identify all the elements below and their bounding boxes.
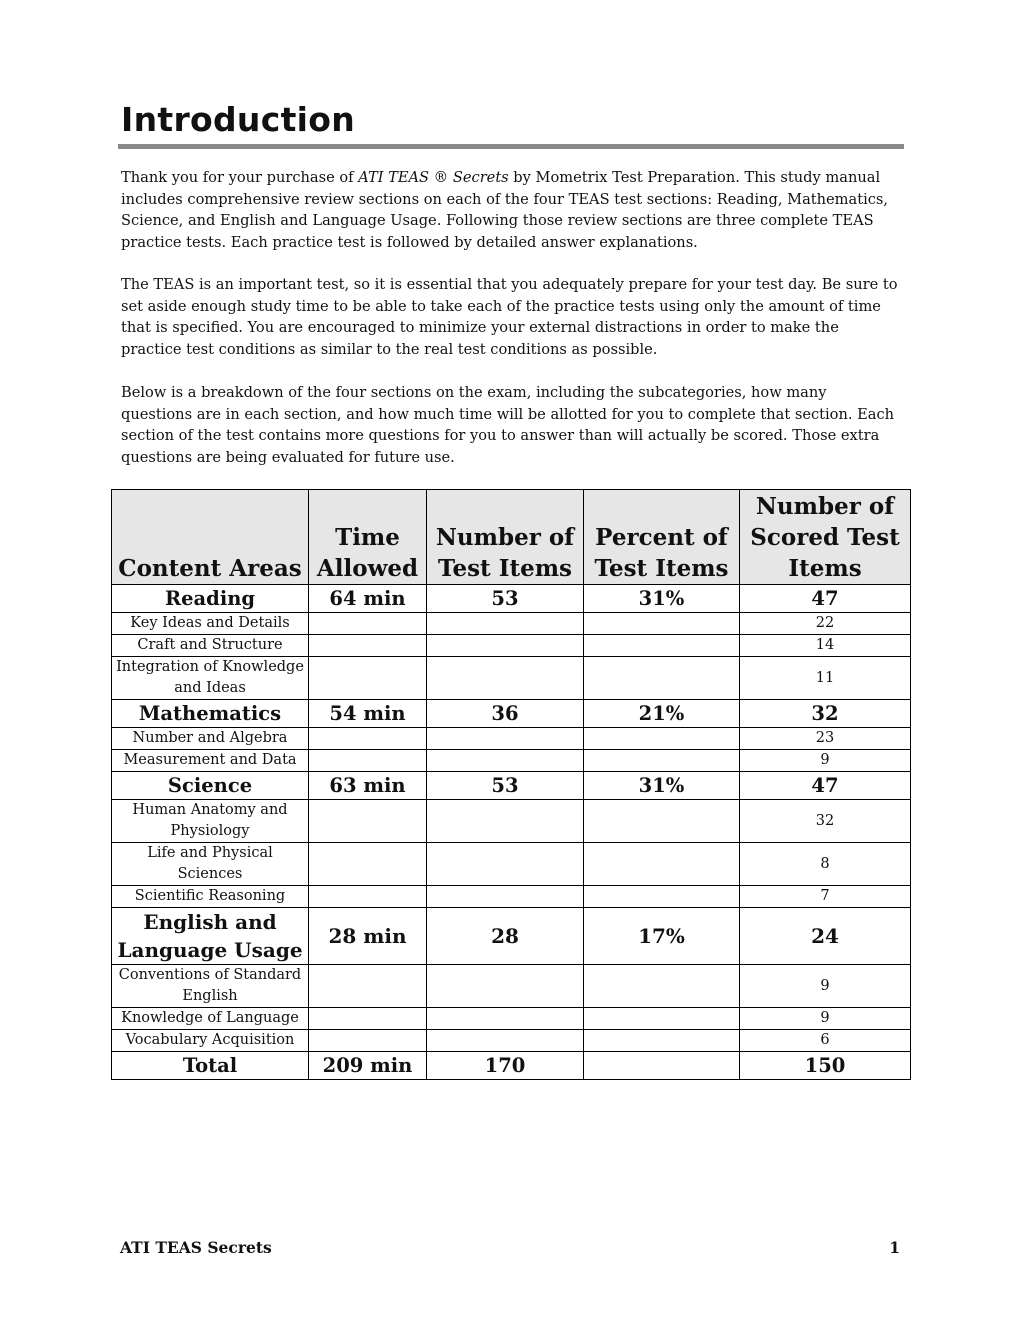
cell-content-area: Reading	[112, 585, 309, 613]
subcategory-row	[112, 657, 911, 700]
cell-test-items	[427, 800, 584, 843]
cell-percent	[584, 613, 740, 635]
cell-scored-items: 23	[740, 728, 911, 750]
intro-text-after: by Mometrix Test Preparation. This study manual includes comprehensive review sections on each of the four TEAS test sections: Reading, Mathematics, Science, and English and Language Usage. Following those review sections are three complete TEAS practice tests. Each practice test is followed by detailed answer explanations.	[121, 169, 889, 251]
subcategory-row	[112, 843, 911, 886]
table-header-row	[112, 490, 911, 585]
cell-content-area: Integration of Knowledge and Ideas	[112, 657, 309, 700]
header-percent-of-test-items: Percent of Test Items	[584, 490, 740, 585]
subcategory-row	[112, 613, 911, 635]
cell-time-allowed	[309, 613, 427, 635]
cell-percent	[584, 750, 740, 772]
intro-paragraph-2: The TEAS is an important test, so it is essential that you adequately prepare for your test day. Be sure to set aside enough study time to be able to take each of the practice tests using only the amount of time that is specified. You are encouraged to minimize your external distractions in order to make the practice test conditions as similar to the real test conditions as possible.	[121, 276, 898, 358]
title-underline	[118, 144, 904, 149]
section-row	[112, 908, 911, 965]
cell-percent: 31%	[584, 585, 740, 613]
subcategory-row	[112, 1030, 911, 1052]
cell-percent: 17%	[584, 908, 740, 965]
cell-scored-items: 32	[740, 700, 911, 728]
header-time-allowed: Time Allowed	[309, 490, 427, 585]
cell-time-allowed: 63 min	[309, 772, 427, 800]
cell-scored-items: 9	[740, 750, 911, 772]
subcategory-row	[112, 1008, 911, 1030]
book-title: ATI TEAS ® Secrets	[358, 169, 509, 186]
cell-test-items	[427, 657, 584, 700]
cell-content-area: Knowledge of Language	[112, 1008, 309, 1030]
cell-test-items	[427, 886, 584, 908]
cell-content-area: Key Ideas and Details	[112, 613, 309, 635]
subcategory-row	[112, 635, 911, 657]
total-row	[112, 1052, 911, 1080]
cell-test-items	[427, 1030, 584, 1052]
page-title: Introduction	[121, 100, 356, 139]
cell-scored-items: 22	[740, 613, 911, 635]
cell-scored-items: 9	[740, 1008, 911, 1030]
section-row	[112, 585, 911, 613]
cell-scored-items: 6	[740, 1030, 911, 1052]
cell-scored-items: 11	[740, 657, 911, 700]
cell-time-allowed	[309, 965, 427, 1008]
header-content-areas: Content Areas	[112, 490, 309, 585]
cell-time-allowed	[309, 657, 427, 700]
cell-test-items	[427, 843, 584, 886]
cell-percent	[584, 728, 740, 750]
cell-content-area: Conventions of Standard English	[112, 965, 309, 1008]
subcategory-row	[112, 728, 911, 750]
cell-scored-items: 32	[740, 800, 911, 843]
cell-content-area: Total	[112, 1052, 309, 1080]
subcategory-row	[112, 886, 911, 908]
header-number-of-test-items: Number of Test Items	[427, 490, 584, 585]
cell-percent	[584, 1030, 740, 1052]
intro-paragraph-1	[121, 167, 901, 253]
table-body	[112, 585, 911, 1080]
cell-percent	[584, 1052, 740, 1080]
cell-scored-items: 9	[740, 965, 911, 1008]
cell-test-items: 36	[427, 700, 584, 728]
cell-test-items: 53	[427, 772, 584, 800]
cell-content-area: Craft and Structure	[112, 635, 309, 657]
cell-test-items	[427, 635, 584, 657]
cell-scored-items: 47	[740, 585, 911, 613]
cell-test-items	[427, 1008, 584, 1030]
cell-scored-items: 24	[740, 908, 911, 965]
cell-time-allowed	[309, 843, 427, 886]
cell-scored-items: 47	[740, 772, 911, 800]
cell-test-items	[427, 728, 584, 750]
cell-time-allowed	[309, 886, 427, 908]
cell-test-items: 53	[427, 585, 584, 613]
subcategory-row	[112, 750, 911, 772]
cell-time-allowed	[309, 1008, 427, 1030]
cell-scored-items: 14	[740, 635, 911, 657]
cell-time-allowed	[309, 728, 427, 750]
cell-test-items	[427, 750, 584, 772]
intro-paragraph-3: Below is a breakdown of the four sections on the exam, including the subcategories, how many questions are in each section, and how much time will be allotted for you to complete that section. Each section of the test contains more questions for you to answer than will actually be scored. Those extra questions are being evaluated for future use.	[121, 384, 895, 466]
cell-scored-items: 8	[740, 843, 911, 886]
cell-content-area: Number and Algebra	[112, 728, 309, 750]
cell-percent	[584, 886, 740, 908]
cell-time-allowed	[309, 800, 427, 843]
cell-test-items: 170	[427, 1052, 584, 1080]
cell-test-items	[427, 613, 584, 635]
cell-percent: 31%	[584, 772, 740, 800]
test-breakdown-table	[111, 489, 911, 1080]
header-scored-test-items: Number of Scored Test Items	[740, 490, 911, 585]
cell-percent	[584, 657, 740, 700]
cell-content-area: Measurement and Data	[112, 750, 309, 772]
cell-content-area: Human Anatomy and Physiology	[112, 800, 309, 843]
cell-percent	[584, 635, 740, 657]
cell-time-allowed	[309, 1030, 427, 1052]
cell-percent	[584, 843, 740, 886]
footer-book-title: ATI TEAS Secrets	[120, 1238, 272, 1257]
subcategory-row	[112, 965, 911, 1008]
cell-content-area: Scientific Reasoning	[112, 886, 309, 908]
cell-test-items: 28	[427, 908, 584, 965]
cell-percent	[584, 800, 740, 843]
cell-percent: 21%	[584, 700, 740, 728]
intro-text-before: Thank you for your purchase of	[121, 169, 359, 186]
cell-time-allowed: 28 min	[309, 908, 427, 965]
cell-time-allowed: 64 min	[309, 585, 427, 613]
cell-content-area: Vocabulary Acquisition	[112, 1030, 309, 1052]
cell-percent	[584, 1008, 740, 1030]
cell-time-allowed: 54 min	[309, 700, 427, 728]
cell-scored-items: 7	[740, 886, 911, 908]
cell-percent	[584, 965, 740, 1008]
cell-content-area: Life and Physical Sciences	[112, 843, 309, 886]
section-row	[112, 772, 911, 800]
cell-test-items	[427, 965, 584, 1008]
cell-content-area: Science	[112, 772, 309, 800]
section-row	[112, 700, 911, 728]
cell-time-allowed: 209 min	[309, 1052, 427, 1080]
cell-content-area: Mathematics	[112, 700, 309, 728]
subcategory-row	[112, 800, 911, 843]
cell-time-allowed	[309, 750, 427, 772]
cell-scored-items: 150	[740, 1052, 911, 1080]
page-number: 1	[889, 1238, 900, 1257]
cell-time-allowed	[309, 635, 427, 657]
cell-content-area: English and Language Usage	[112, 908, 309, 965]
